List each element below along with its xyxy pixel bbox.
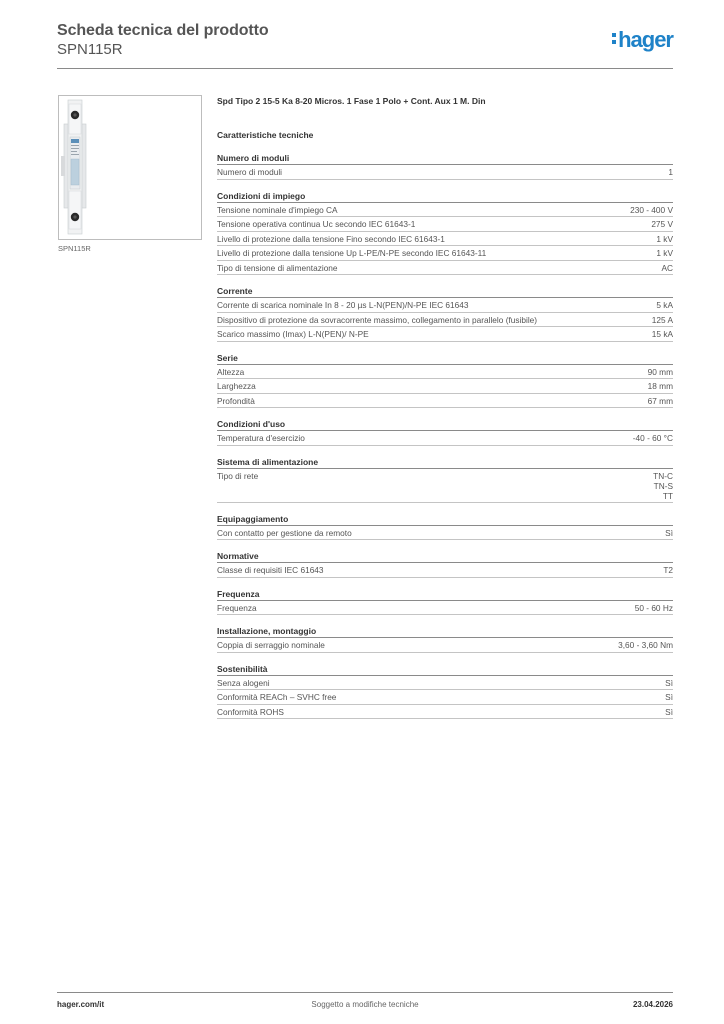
spec-value [635,603,673,613]
spec-section [217,549,673,578]
spec-value [652,329,673,339]
section-title: Serie [217,351,673,365]
spec-row [217,327,673,342]
spec-label: Tipo di tensione di alimentazione [217,262,338,273]
specs-heading: Caratteristiche tecniche [217,130,314,140]
spec-label: Temperatura d'esercizio [217,433,305,443]
spec-value-line: 125 A [651,314,673,325]
spec-section [217,587,673,616]
spec-label: Tipo di rete [217,470,259,481]
spec-value [665,707,673,717]
spec-row [217,232,673,247]
logo-text: hager [618,27,673,52]
logo-dots-icon [612,27,617,44]
spec-row [217,638,673,653]
spec-value-line: TN-C [653,470,673,481]
spec-row [217,379,673,394]
spec-section [217,512,673,541]
spec-section [217,455,673,503]
spec-label: Corrente di scarica nominale In 8 - 20 µs L-N(PEN)/N-PE IEC 61643 [217,300,469,310]
spec-value [651,219,673,229]
technical-specs [217,96,673,728]
spec-value [656,300,673,310]
spec-value-line: 90 mm [647,366,673,377]
spec-section [217,662,673,720]
spec-section [217,351,673,409]
spec-value [633,433,673,443]
spec-label: Con contatto per gestione da remoto [217,527,352,538]
spec-value [668,167,673,177]
spec-value [663,565,673,575]
spec-label: Profondità [217,395,255,406]
spec-label: Livello di protezione dalla tensione Up L-PE/N-PE secondo IEC 61643-11 [217,248,487,258]
spec-value-line: 1 [668,167,673,177]
section-title: Frequenza [217,587,673,601]
spec-row [217,469,673,503]
spec-value-line: Sì [665,677,673,688]
spec-label: Altezza [217,366,245,377]
spec-value-line: 67 mm [647,395,673,406]
spec-row [217,313,673,328]
spec-section [217,284,673,342]
spec-label: Senza alogeni [217,677,270,688]
spec-row [217,601,673,616]
spec-value [665,678,673,688]
spec-value-line: T2 [663,565,673,575]
spec-value [665,692,673,702]
spec-label: Livello di protezione dalla tensione Fino secondo IEC 61643-1 [217,233,445,244]
section-title: Condizioni d'uso [217,417,673,431]
spec-label: Dispositivo di protezione da sovracorrente massimo, collegamento in parallelo (fusibile) [217,314,538,325]
footer-date: 23.04.2026 [632,1000,673,1009]
spec-value [665,528,673,538]
spec-value [648,367,673,377]
spec-value [656,248,673,258]
spec-value [652,315,673,325]
spec-value-line: Sì [665,706,673,717]
spec-row [217,261,673,276]
spec-value-line: TT [662,490,673,501]
spec-label: Conformità REACh – SVHC free [217,692,337,702]
spec-label: Larghezza [217,381,256,391]
hager-logo [612,27,673,53]
spec-row [217,431,673,446]
product-description: Spd Tipo 2 15-5 Ka 8-20 Micros. 1 Fase 1 Polo + Cont. Aux 1 M. Din [217,96,486,106]
spec-section [217,189,673,276]
product-image-caption: SPN115R [58,244,91,253]
spec-value-line: 230 - 400 V [630,204,673,215]
section-title: Corrente [217,284,673,298]
spec-value [630,205,673,215]
spec-label: Tensione operativa continua Uc secondo IEC 61643-1 [217,219,416,229]
spec-section [217,417,673,446]
spec-section [217,624,673,653]
section-title: Normative [217,549,673,563]
spec-value-line: 15 kA [651,329,673,339]
section-title: Installazione, montaggio [217,624,673,638]
spec-row [217,203,673,218]
spec-value-line: 1 kV [656,233,673,244]
spec-value-line: 18 mm [647,381,673,391]
spec-value-line: TN-S [653,480,673,491]
spec-value-line: Sì [665,527,673,538]
section-title: Numero di moduli [217,151,673,165]
spec-row [217,298,673,313]
spec-label: Classe di requisiti IEC 61643 [217,565,324,575]
spec-row [217,705,673,720]
spec-section [217,151,673,180]
section-title: Sistema di alimentazione [217,455,673,469]
section-title: Condizioni di impiego [217,189,673,203]
spec-value [648,381,673,391]
section-title: Sostenibilità [217,662,673,676]
spec-row [217,394,673,409]
spec-row [217,246,673,261]
spec-row [217,563,673,578]
footer-website: hager.com/it [57,1000,105,1009]
spec-label: Conformità ROHS [217,706,284,717]
footer-notice: Soggetto a modifiche tecniche [311,1000,419,1009]
spec-sections [217,151,673,719]
spec-value-line: 1 kV [656,248,673,258]
spec-label: Frequenza [217,602,257,613]
spec-row [217,526,673,541]
spec-label: Tensione nominale d'impiego CA [217,204,338,215]
product-code: SPN115R [57,41,123,58]
spec-row [217,217,673,232]
spec-value [648,396,673,406]
spec-value [661,263,673,273]
spec-value-line: 5 kA [656,300,673,310]
spec-value-line: 50 - 60 Hz [634,602,673,613]
page-header [57,22,673,69]
spec-row [217,690,673,705]
spec-value [618,640,673,650]
page-footer [57,992,673,1023]
spec-label: Coppia di serraggio nominale [217,640,325,650]
spec-row [217,676,673,691]
spec-row [217,365,673,380]
spec-value-line: 275 V [651,219,673,229]
spec-value-line: -40 - 60 °C [632,433,673,443]
spec-label: Numero di moduli [217,167,283,177]
spec-value-line: AC [661,262,673,273]
document-title: Scheda tecnica del prodotto [57,22,269,39]
spec-value-line: 3,60 - 3,60 Nm [618,640,673,650]
spec-label: Scarico massimo (Imax) L-N(PEN)/ N-PE [217,329,369,339]
surge-protector-image [59,96,201,239]
product-image [58,95,202,240]
spec-value [653,471,673,501]
spec-row [217,165,673,180]
spec-value [656,234,673,244]
spec-value-line: Sì [665,692,673,702]
section-title: Equipaggiamento [217,512,673,526]
